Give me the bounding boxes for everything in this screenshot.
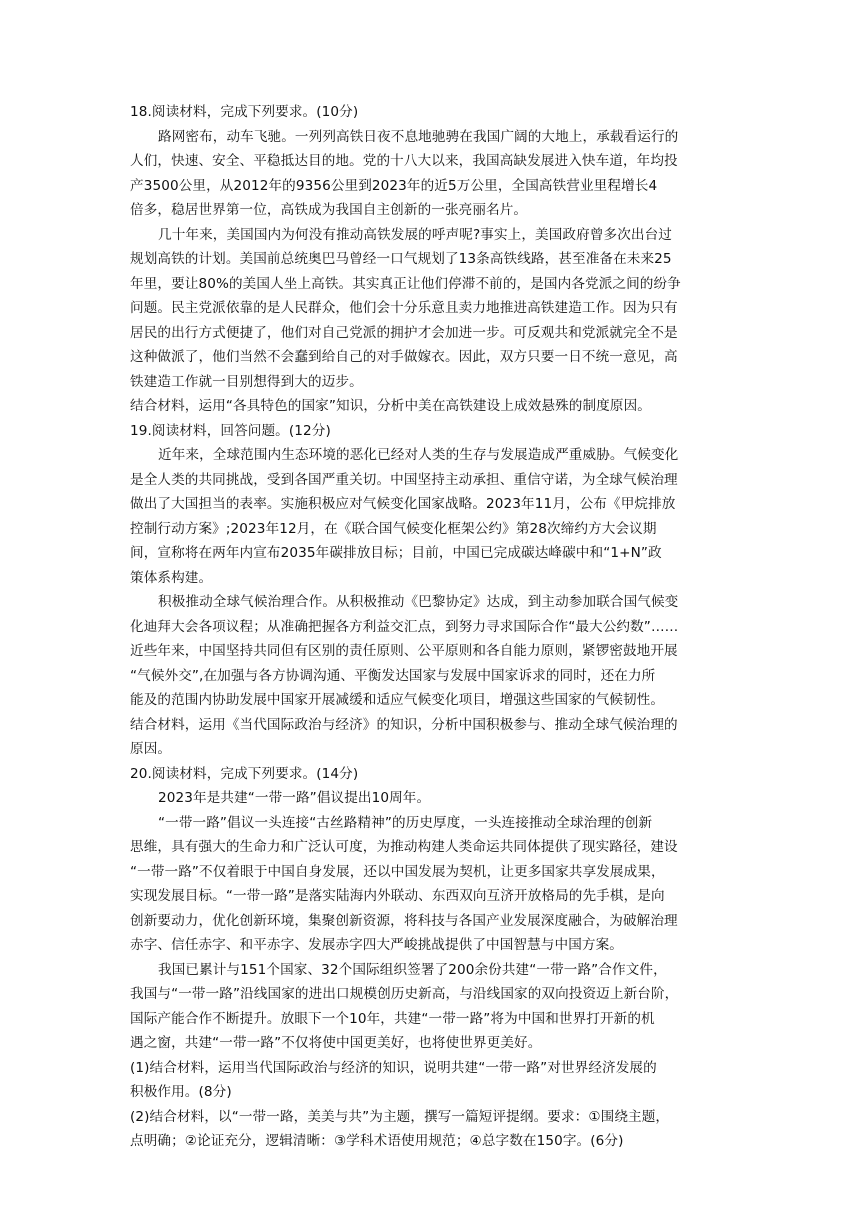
q20-subquestion-1: 积极作用。(8分) <box>130 1084 232 1100</box>
q19-paragraph-2-line: 积极推动全球气候治理合作。从积极推动《巴黎协定》达成，到主动参加联合国气候变 <box>158 594 679 610</box>
q19-paragraph-1-line: 间，宣称将在两年内宣布2035年碳排放目标；目前，中国已完成碳达峰碳中和“1+N”政 <box>130 545 662 561</box>
q18-paragraph-2-line: 几十年来，美国国内为何没有推动高铁发展的呼声呢?事实上，美国政府曾多次出台过 <box>158 226 672 243</box>
q20-paragraph-2-line: 创新要动力，优化创新环境，集聚创新资源，将科技与各国产业发展深度融合，为破解治理 <box>130 912 678 929</box>
q18-paragraph-1-line: 路网密布，动车飞驰。一列列高铁日夜不息地驰骋在我国广阔的大地上，承载看运行的 <box>158 128 679 145</box>
q20-subquestion-1: (1)结合材料，运用当代国际政治与经济的知识，说明共建“一带一路”对世界经济发展的 <box>130 1059 657 1076</box>
q20-paragraph-2-line: “一带一路”倡议一头连接“古丝路精神”的历史厚度，一头连接推动全球治理的创新 <box>158 814 653 831</box>
q18-paragraph-2-line: 这种做派了，他们当然不会蠢到给自己的对手做嫁衣。因此，双方只要一日不统一意见，高 <box>130 349 678 365</box>
q20-subquestion-2: 点明确；②论证充分，逻辑清晰：③学科术语使用规范；④总字数在150字。(6分) <box>130 1133 624 1149</box>
q20-paragraph-1: 2023年是共建“一带一路”倡议提出10周年。 <box>158 790 431 806</box>
q19-task: 结合材料，运用《当代国际政治与经济》的知识，分析中国积极参与、推动全球气候治理的 <box>130 716 678 733</box>
q20-paragraph-2-line: 赤字、信任赤字、和平赤字、发展赤字四大严峻挑战提供了中国智慧与中国方案。 <box>130 937 623 953</box>
q19-paragraph-2-line: 能及的范围内协助发展中国家开展减缓和适应气候变化项目，增强这些国家的气候韧性。 <box>130 692 665 708</box>
q19-paragraph-1-line: 控制行动方案》;2023年12月，在《联合国气候变化框架公约》第28次缔约方大会议期 <box>130 520 657 537</box>
q18-paragraph-2-line: 铁建造工作就一目别想得到大的迈步。 <box>130 373 363 390</box>
q19-title: 19.阅读材料，回答问题。(12分) <box>130 422 331 439</box>
q19-paragraph-1-line: 策体系构建。 <box>130 569 213 586</box>
q20-paragraph-2-line: 思维，具有强大的生命力和广泛认可度，为推动构建人类命运共同体提供了现实路径，建设 <box>130 839 678 855</box>
q18-paragraph-2-line: 居民的出行方式便捷了，他们对自己党派的拥护才会加进一步。可反观共和党派就完全不是 <box>130 324 678 341</box>
q19-paragraph-1-line: 近年来，全球范围内生态环境的恶化已经对人类的生存与发展造成严重威胁。气候变化 <box>158 447 679 463</box>
q19-paragraph-2-line: “气候外交”,在加强与各方协调沟通、平衡发达国家与发展中国家诉求的同时，还在力所 <box>130 667 656 684</box>
q20-paragraph-3-line: 我国与“一带一路”沿线国家的进出口规模创历史新高，与沿线国家的双向投资迈上新台阶， <box>130 986 679 1002</box>
q18-paragraph-2-line: 年里，要让80%的美国人坐上高铁。其实真正让他们停滞不前的，是国内各党派之间的纷争 <box>130 275 681 292</box>
q20-paragraph-3-line: 我国已累计与151个国家、32个国际组织签署了200余份共建“一带一路”合作文件， <box>158 961 667 978</box>
q18-paragraph-2-line: 规划高铁的计划。美国前总统奥巴马曾经一口气规划了13条高铁线路，甚至准备在未来25 <box>130 251 672 267</box>
q20-paragraph-3-line: 国际产能合作不断提升。放眼下一个10年，共建“一带一路”将为中国和世界打开新的机 <box>130 1010 655 1027</box>
q18-paragraph-1-line: 倍多，稳居世界第一位，高铁成为我国自主创新的一张亮丽名片。 <box>130 202 528 218</box>
q18-paragraph-1-line: 产3500公里，从2012年的9356公里到2023年的近5万公里，全国高铁营业里程增长4 <box>130 177 658 194</box>
q19-paragraph-1-line: 是全人类的共同挑战，受到各国严重关切。中国坚持主动承担、重信守诺，为全球气候治理 <box>130 471 678 488</box>
q18-paragraph-1-line: 人们，快速、安全、平稳抵达目的地。党的十八大以来，我国高缺发展进入快车道，年均投 <box>130 153 678 169</box>
document-page <box>130 100 730 1154</box>
q20-paragraph-3-line: 遇之窗，共建“一带一路”不仅将使中国更美好，也将使世界更美好。 <box>130 1035 542 1051</box>
q19-paragraph-2-line: 近些年来，中国坚持共同但有区别的责任原则、公平原则和各自能力原则，紧锣密鼓地开展 <box>130 643 678 659</box>
q18-paragraph-2-line: 问题。民主党派依靠的是人民群众，他们会十分乐意且卖力地推进高铁建造工作。因为只有 <box>130 300 678 316</box>
q19-paragraph-1-line: 做出了大国担当的表率。实施积极应对气候变化国家战略。2023年11月，公布《甲烷排放 <box>130 496 676 512</box>
q20-subquestion-2: (2)结合材料，以“一带一路，美美与共”为主题，撰写一篇短评提纲。要求：①围绕主题， <box>130 1108 670 1125</box>
q19-task: 原因。 <box>130 741 172 757</box>
q18-title: 18.阅读材料，完成下列要求。(10分) <box>130 104 359 120</box>
q20-paragraph-2-line: 实现发展目标。“一带一路”是落实陆海内外联动、东西双向互济开放格局的先手棋，是向 <box>130 888 665 904</box>
q18-task: 结合材料，运用“各具特色的国家”知识，分析中美在高铁建设上成效悬殊的制度原因。 <box>130 398 651 414</box>
q20-title: 20.阅读材料，完成下列要求。(14分) <box>130 765 359 782</box>
q20-paragraph-2-line: “一带一路”不仅着眼于中国自身发展，还以中国发展为契机，让更多国家共享发展成果， <box>130 863 665 880</box>
q19-paragraph-2-line: 化迪拜大会各项议程；从准确把握各方利益交汇点，到努力寻求国际合作“最大公约数”…… <box>130 618 679 635</box>
